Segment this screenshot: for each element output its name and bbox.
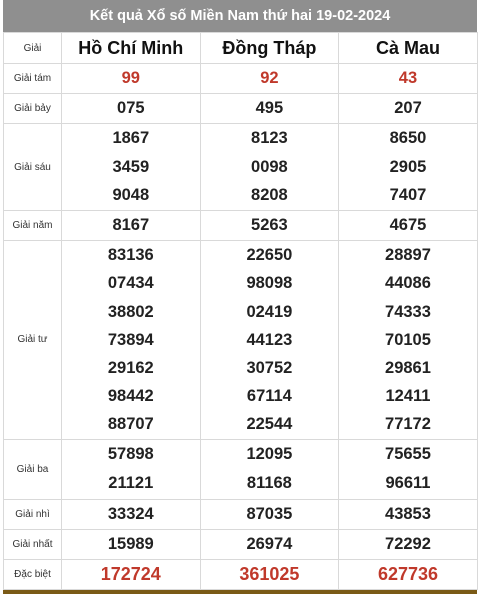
prize-row <box>4 439 478 499</box>
prize-number: 361025 <box>239 563 300 584</box>
prize-label: Giải tám <box>4 64 62 94</box>
prize-number: 33324 <box>107 504 154 523</box>
prize-cell <box>62 241 201 439</box>
prize-row <box>4 64 478 94</box>
prize-row <box>4 499 478 529</box>
bottom-divider <box>3 590 477 594</box>
prize-number: 495 <box>255 99 284 117</box>
prize-number: 21121 <box>108 474 154 493</box>
prize-label: Giải bảy <box>4 94 62 124</box>
prize-number: 43853 <box>385 504 431 523</box>
province-header-ca-mau[interactable]: Cà Mau <box>339 33 478 64</box>
prize-number: 02419 <box>246 302 293 321</box>
prize-number: 22544 <box>246 415 293 434</box>
prize-number: 4675 <box>389 216 427 235</box>
prize-cell <box>200 124 339 211</box>
prize-label: Giải nhất <box>4 529 62 559</box>
prize-number: 92 <box>260 69 279 87</box>
prize-number: 0098 <box>251 157 288 176</box>
prize-cell <box>62 124 201 211</box>
prize-number: 99 <box>121 69 140 87</box>
prize-label: Đặc biệt <box>4 559 62 589</box>
prize-number: 8208 <box>251 186 288 205</box>
prize-number: 98442 <box>107 387 154 406</box>
prize-number: 5263 <box>251 216 288 235</box>
results-table <box>3 32 478 590</box>
prize-number: 75655 <box>385 444 431 463</box>
prize-label: Giải sáu <box>4 124 62 211</box>
prize-cell <box>339 439 478 499</box>
prize-number: 83136 <box>107 246 154 265</box>
prize-cell <box>200 211 339 241</box>
prize-label: Giải nhì <box>4 499 62 529</box>
prize-row <box>4 94 478 124</box>
prize-cell <box>62 94 201 124</box>
header-row <box>4 33 478 64</box>
prize-number: 172724 <box>100 563 161 584</box>
prize-cell <box>62 559 201 589</box>
prize-rows <box>4 64 478 590</box>
prize-cell <box>200 94 339 124</box>
prize-label: Giải năm <box>4 211 62 241</box>
prize-number: 87035 <box>246 504 293 523</box>
prize-number: 26974 <box>246 534 293 553</box>
prize-number: 207 <box>394 99 422 117</box>
prize-number: 7407 <box>389 186 427 205</box>
prize-row <box>4 241 478 439</box>
prize-cell <box>62 499 201 529</box>
prize-cell <box>339 529 478 559</box>
prize-number: 1867 <box>112 129 150 147</box>
prize-cell <box>200 559 339 589</box>
prize-cell <box>339 211 478 241</box>
prize-cell <box>200 64 339 94</box>
prize-number: 8167 <box>112 216 150 235</box>
prize-row <box>4 124 478 211</box>
prize-number: 3459 <box>112 157 150 176</box>
prize-cell <box>62 211 201 241</box>
prize-number: 12095 <box>246 444 293 463</box>
prize-number: 8123 <box>251 129 288 147</box>
prize-number: 30752 <box>246 358 293 377</box>
prize-number: 43 <box>398 69 418 87</box>
prize-number: 29162 <box>107 358 154 377</box>
prize-number: 075 <box>117 99 145 117</box>
prize-label: Giải tư <box>4 241 62 439</box>
prize-number: 96611 <box>385 474 431 493</box>
prize-number: 12411 <box>385 387 431 406</box>
prize-number: 72292 <box>385 534 431 553</box>
prize-label: Giải ba <box>4 439 62 499</box>
prize-cell <box>62 529 201 559</box>
prize-number: 44123 <box>246 330 293 349</box>
prize-cell <box>200 529 339 559</box>
prize-number: 44086 <box>385 274 431 293</box>
province-header-ho-chi-minh[interactable]: Hồ Chí Minh <box>62 33 201 64</box>
prize-number: 98098 <box>246 274 293 293</box>
prize-number: 22650 <box>246 246 293 265</box>
prize-cell <box>339 499 478 529</box>
prize-row <box>4 529 478 559</box>
prize-cell <box>339 241 478 439</box>
prize-number: 9048 <box>112 186 150 205</box>
prize-number: 2905 <box>389 157 427 176</box>
prize-number: 15989 <box>107 534 154 553</box>
prize-cell <box>339 559 478 589</box>
prize-number: 627736 <box>377 563 439 584</box>
prize-cell <box>339 124 478 211</box>
prize-row <box>4 211 478 241</box>
prize-cell <box>339 64 478 94</box>
prize-number: 8650 <box>389 129 427 147</box>
prize-number: 29861 <box>385 358 431 377</box>
prize-row <box>4 559 478 589</box>
prize-number: 77172 <box>385 415 431 434</box>
province-header-dong-thap[interactable]: Đồng Tháp <box>200 33 339 64</box>
page-title: Kết quả Xổ số Miền Nam thứ hai 19-02-2024 <box>3 0 477 32</box>
prize-cell <box>200 241 339 439</box>
prize-column-header: Giải <box>4 33 62 64</box>
prize-number: 28897 <box>385 246 431 265</box>
prize-number: 07434 <box>107 274 154 293</box>
prize-number: 57898 <box>107 444 154 463</box>
prize-number: 88707 <box>107 415 154 434</box>
prize-cell <box>62 64 201 94</box>
prize-cell <box>200 439 339 499</box>
prize-number: 70105 <box>385 330 431 349</box>
prize-number: 38802 <box>107 302 154 321</box>
prize-number: 81168 <box>246 474 292 493</box>
prize-cell <box>200 499 339 529</box>
prize-number: 74333 <box>385 302 431 321</box>
prize-cell <box>339 94 478 124</box>
results-container <box>3 0 477 594</box>
prize-cell <box>62 439 201 499</box>
prize-number: 73894 <box>107 330 154 349</box>
prize-number: 67114 <box>246 387 292 406</box>
